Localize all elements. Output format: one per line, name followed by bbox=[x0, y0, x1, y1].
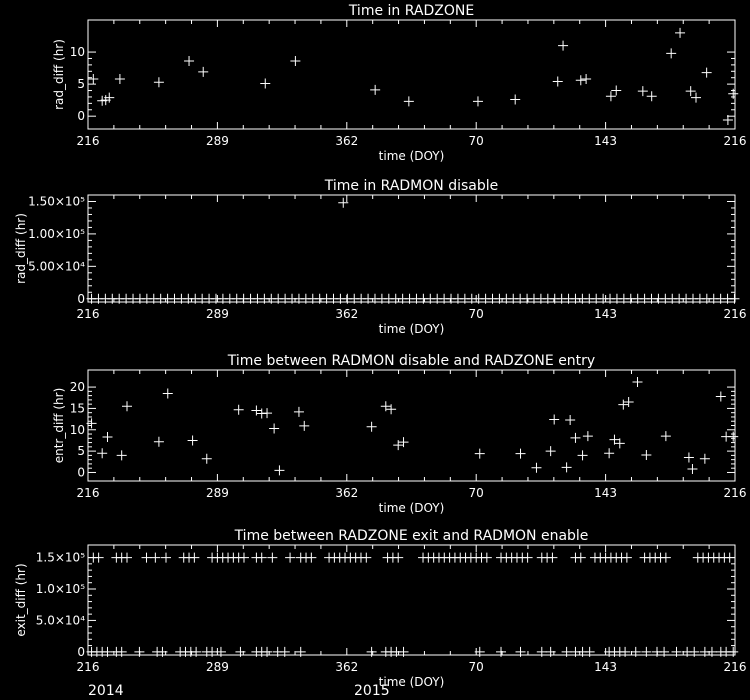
y-tick-label: 5.0×10⁴ bbox=[35, 613, 85, 628]
data-point bbox=[202, 454, 212, 464]
data-point bbox=[122, 401, 132, 411]
data-point-high bbox=[150, 553, 160, 563]
data-point bbox=[154, 437, 164, 447]
x-tick-label: 143 bbox=[594, 486, 618, 500]
y-axis-label-3: entr_diff (hr) bbox=[52, 387, 66, 464]
chart-title-2: Time in RADMON disable bbox=[324, 178, 499, 194]
y-axis-label-4: exit_diff (hr) bbox=[14, 563, 28, 637]
x-tick-label: 216 bbox=[723, 134, 747, 148]
data-point-high bbox=[189, 553, 199, 563]
data-point bbox=[553, 77, 563, 87]
data-point-high bbox=[622, 553, 632, 563]
x-axis-label-2: time (DOY) bbox=[378, 322, 445, 336]
data-point-high bbox=[523, 553, 533, 563]
data-point bbox=[576, 75, 586, 85]
x-tick-label: 143 bbox=[594, 660, 618, 674]
x-tick-label: 362 bbox=[335, 486, 359, 500]
data-point bbox=[274, 465, 284, 475]
data-point-high bbox=[267, 553, 277, 563]
data-point-high bbox=[393, 553, 403, 563]
x-tick-label: 70 bbox=[468, 486, 484, 500]
data-point bbox=[583, 431, 593, 441]
x-tick-label: 362 bbox=[335, 660, 359, 674]
y-tick-label: 5 bbox=[77, 77, 85, 92]
data-point bbox=[684, 453, 694, 463]
x-tick-label: 70 bbox=[468, 660, 484, 674]
x-tick-label: 289 bbox=[205, 660, 229, 674]
data-point bbox=[728, 432, 738, 442]
x-tick-label: 216 bbox=[76, 660, 100, 674]
y-tick-label: 1.50×10⁵ bbox=[28, 194, 85, 209]
data-point-high bbox=[161, 553, 171, 563]
y-tick-label: 0 bbox=[77, 465, 85, 480]
data-point bbox=[198, 67, 208, 77]
data-point bbox=[728, 89, 738, 99]
x-tick-label: 216 bbox=[76, 486, 100, 500]
data-point bbox=[516, 449, 526, 459]
plot-frame-1 bbox=[88, 20, 735, 129]
data-point-high bbox=[257, 553, 267, 563]
data-point bbox=[546, 446, 556, 456]
data-point bbox=[262, 408, 272, 418]
data-point bbox=[475, 449, 485, 459]
data-point bbox=[115, 74, 125, 84]
data-point bbox=[88, 74, 98, 84]
data-point bbox=[299, 421, 309, 431]
data-point bbox=[404, 96, 414, 106]
x-tick-label: 70 bbox=[468, 134, 484, 148]
data-point bbox=[234, 405, 244, 415]
data-point-high bbox=[482, 553, 492, 563]
chart-title-3: Time between RADMON disable and RADZONE entry bbox=[227, 353, 596, 369]
data-point bbox=[702, 68, 712, 78]
data-point bbox=[393, 440, 403, 450]
data-point bbox=[687, 464, 697, 474]
data-point-high bbox=[361, 553, 371, 563]
data-point bbox=[633, 377, 643, 387]
data-point bbox=[661, 431, 671, 441]
data-point bbox=[666, 48, 676, 58]
chart-title-4: Time between RADZONE exit and RADMON enable bbox=[234, 528, 589, 544]
data-point-high bbox=[661, 553, 671, 563]
data-point bbox=[290, 56, 300, 66]
y-tick-label: 0 bbox=[77, 644, 85, 659]
data-point bbox=[618, 400, 628, 410]
data-point bbox=[641, 450, 651, 460]
plot-frame-4 bbox=[88, 545, 735, 655]
data-point bbox=[675, 28, 685, 38]
data-point-high bbox=[94, 553, 104, 563]
data-point bbox=[163, 388, 173, 398]
chart-title-1: Time in RADZONE bbox=[348, 3, 475, 19]
data-point-high bbox=[122, 553, 132, 563]
data-point bbox=[549, 415, 559, 425]
data-point bbox=[638, 86, 648, 96]
data-point bbox=[154, 77, 164, 87]
x-tick-label: 289 bbox=[205, 307, 229, 321]
data-point bbox=[269, 423, 279, 433]
data-point bbox=[399, 437, 409, 447]
data-point bbox=[624, 397, 634, 407]
data-point bbox=[606, 91, 616, 101]
y-tick-label: 1.00×10⁵ bbox=[28, 226, 85, 241]
data-point bbox=[570, 433, 580, 443]
data-point bbox=[578, 450, 588, 460]
data-point-high bbox=[725, 553, 735, 563]
data-point bbox=[510, 95, 520, 105]
data-point bbox=[370, 85, 380, 95]
data-point bbox=[611, 86, 621, 96]
data-point-high bbox=[547, 553, 557, 563]
y-tick-label: 1.0×10⁵ bbox=[35, 582, 85, 596]
data-point-high bbox=[141, 553, 151, 563]
y-axis-label-1: rad_diff (hr) bbox=[52, 39, 66, 110]
y-tick-label: 10 bbox=[69, 422, 85, 437]
year-label-2015: 2015 bbox=[354, 683, 390, 699]
y-tick-label: 5 bbox=[77, 444, 85, 459]
x-tick-label: 70 bbox=[468, 307, 484, 321]
data-point bbox=[691, 93, 701, 103]
data-point bbox=[473, 96, 483, 106]
data-point bbox=[562, 462, 572, 472]
y-tick-label: 10 bbox=[69, 45, 85, 60]
x-tick-label: 289 bbox=[205, 134, 229, 148]
data-point-high bbox=[239, 553, 249, 563]
data-point bbox=[558, 41, 568, 51]
data-point-high bbox=[306, 553, 316, 563]
data-point bbox=[531, 463, 541, 473]
data-point-high bbox=[285, 553, 295, 563]
x-tick-label: 216 bbox=[723, 486, 747, 500]
plot-frame-2 bbox=[88, 195, 735, 302]
x-tick-label: 216 bbox=[76, 134, 100, 148]
y-tick-label: 15 bbox=[69, 401, 85, 416]
data-point bbox=[647, 91, 657, 101]
data-point bbox=[565, 415, 575, 425]
x-tick-label: 362 bbox=[335, 307, 359, 321]
data-point bbox=[260, 78, 270, 88]
x-tick-label: 143 bbox=[594, 307, 618, 321]
x-tick-label: 216 bbox=[76, 307, 100, 321]
y-tick-label: 0 bbox=[77, 109, 85, 124]
y-tick-label: 5.00×10⁴ bbox=[28, 259, 85, 274]
data-point bbox=[97, 448, 107, 458]
data-point bbox=[604, 448, 614, 458]
x-tick-label: 143 bbox=[594, 134, 618, 148]
y-tick-label: 20 bbox=[69, 380, 85, 395]
x-tick-label: 289 bbox=[205, 486, 229, 500]
data-point bbox=[381, 401, 391, 411]
data-point bbox=[716, 391, 726, 401]
x-tick-label: 362 bbox=[335, 134, 359, 148]
y-axis-label-2: rad_diff (hr) bbox=[14, 213, 28, 284]
year-label-2014: 2014 bbox=[88, 683, 124, 699]
data-point bbox=[102, 432, 112, 442]
x-axis-label-3: time (DOY) bbox=[378, 501, 445, 515]
x-axis-label-1: time (DOY) bbox=[378, 149, 445, 163]
data-point bbox=[386, 404, 396, 414]
data-point bbox=[700, 454, 710, 464]
x-tick-label: 216 bbox=[723, 307, 747, 321]
data-point bbox=[581, 74, 591, 84]
x-axis-label-4: time (DOY) bbox=[378, 675, 445, 689]
data-point bbox=[294, 407, 304, 417]
x-tick-label: 216 bbox=[723, 660, 747, 674]
data-point-high bbox=[576, 553, 586, 563]
data-point bbox=[251, 406, 261, 416]
data-point bbox=[117, 450, 127, 460]
data-point bbox=[188, 435, 198, 445]
data-point bbox=[686, 86, 696, 96]
y-tick-label: 1.5×10⁵ bbox=[35, 550, 85, 565]
data-point bbox=[184, 56, 194, 66]
y-tick-label: 0 bbox=[77, 291, 85, 306]
data-point bbox=[367, 422, 377, 432]
